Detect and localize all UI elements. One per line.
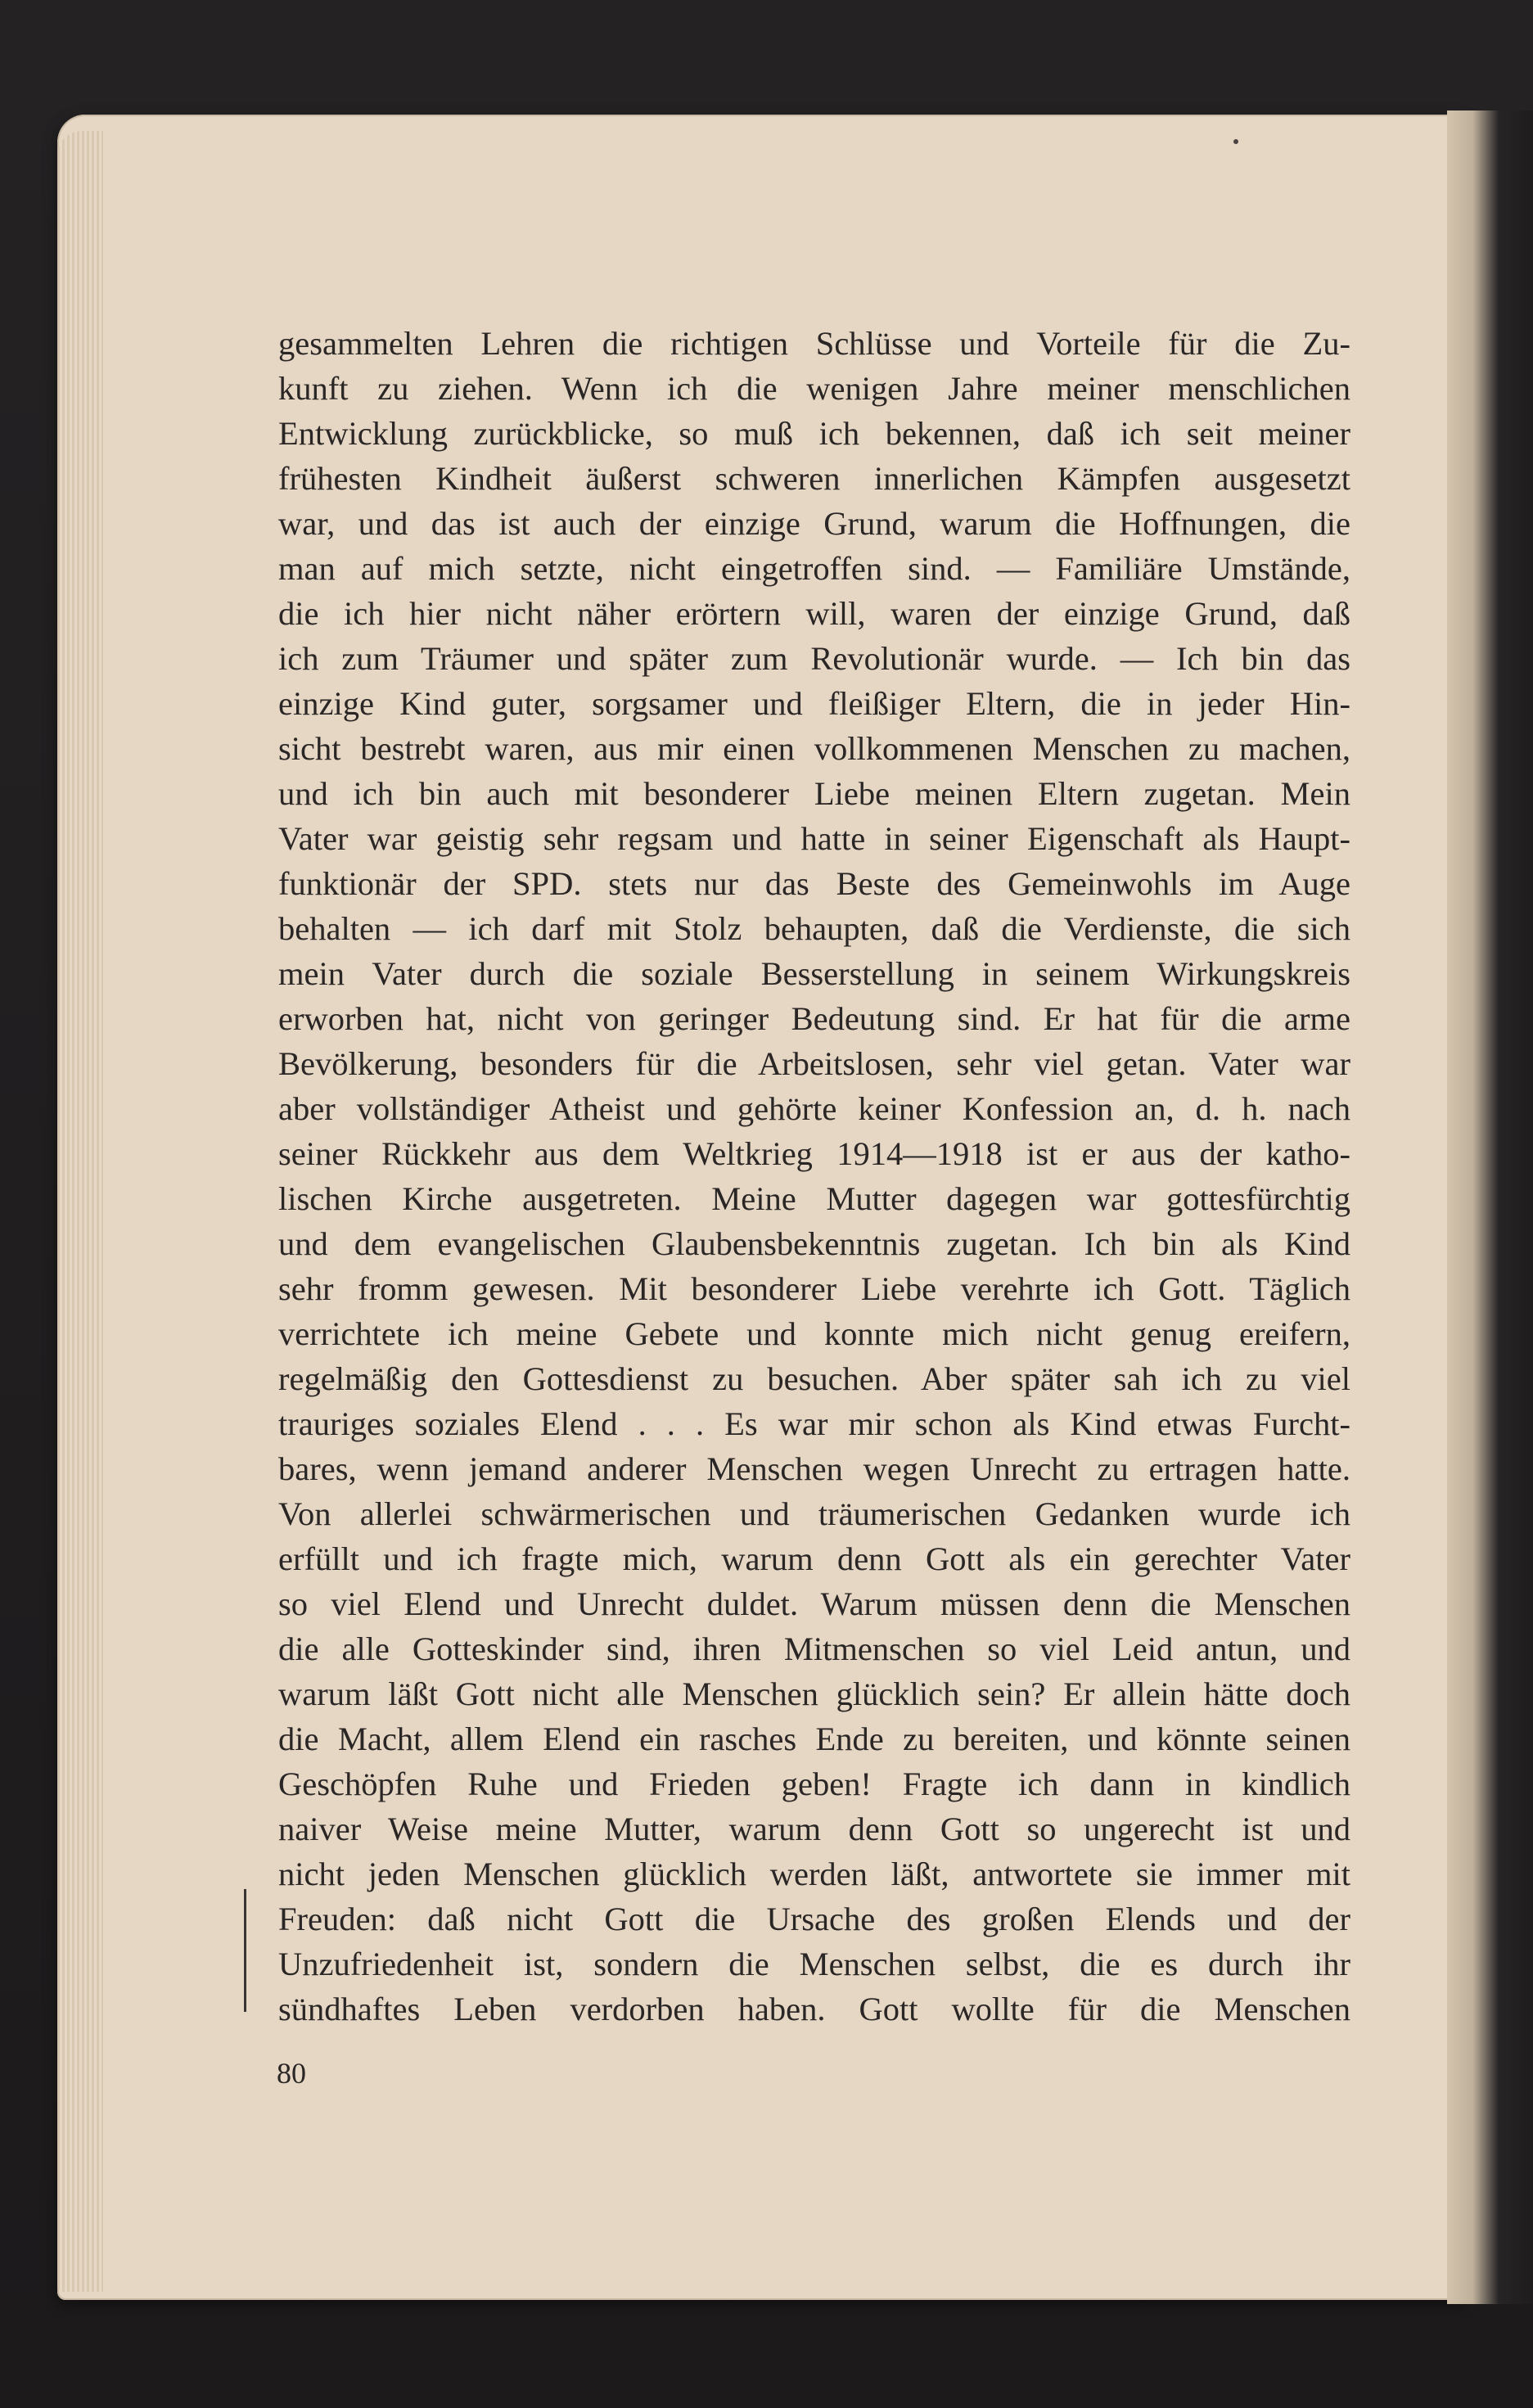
text-line: Unzufriedenheit ist, sondern die Menschen selbst, die es durch ihr bbox=[278, 1946, 1350, 1982]
text-line: so viel Elend und Unrecht duldet. Warum müssen denn die Menschen bbox=[278, 1585, 1350, 1622]
ink-speck bbox=[1233, 139, 1238, 144]
text-line: aber vollständiger Atheist und gehörte keiner Konfession an, d. h. nach bbox=[278, 1090, 1350, 1127]
text-line: sicht bestrebt waren, aus mir einen vollkommenen Menschen zu machen, bbox=[278, 730, 1350, 767]
text-line: erfüllt und ich fragte mich, warum denn Gott als ein gerechter Vater bbox=[278, 1540, 1350, 1577]
text-line: Entwicklung zurückblicke, so muß ich bekennen, daß ich seit meiner bbox=[278, 415, 1350, 452]
text-line: naiver Weise meine Mutter, warum denn Gott so ungerecht ist und bbox=[278, 1811, 1350, 1847]
text-line: frühesten Kindheit äußerst schweren innerlichen Kämpfen ausgesetzt bbox=[278, 460, 1350, 497]
text-line: die Macht, allem Elend ein rasches Ende zu bereiten, und könnte seinen bbox=[278, 1720, 1350, 1757]
text-line: ich zum Träumer und später zum Revolutionär wurde. — Ich bin das bbox=[278, 640, 1350, 677]
text-line: Von allerlei schwärmerischen und träumerischen Gedanken wurde ich bbox=[278, 1495, 1350, 1532]
text-line: erworben hat, nicht von geringer Bedeutung sind. Er hat für die arme bbox=[278, 1000, 1350, 1037]
text-line: und ich bin auch mit besonderer Liebe meinen Eltern zugetan. Mein bbox=[278, 775, 1350, 812]
text-line: seiner Rückkehr aus dem Weltkrieg 1914—1918 ist er aus der katho- bbox=[278, 1135, 1350, 1172]
margin-mark bbox=[244, 1889, 246, 2012]
text-line: trauriges soziales Elend . . . Es war mir schon als Kind etwas Furcht- bbox=[278, 1405, 1350, 1442]
text-line: warum läßt Gott nicht alle Menschen glücklich sein? Er allein hätte doch bbox=[278, 1675, 1350, 1712]
text-line: nicht jeden Menschen glücklich werden läßt, antwortete sie immer mit bbox=[278, 1856, 1350, 1892]
text-line: regelmäßig den Gottesdienst zu besuchen. Aber später sah ich zu viel bbox=[278, 1360, 1350, 1397]
text-line: die alle Gotteskinder sind, ihren Mitmenschen so viel Leid antun, und bbox=[278, 1630, 1350, 1667]
text-line: verrichtete ich meine Gebete und konnte mich nicht genug ereifern, bbox=[278, 1315, 1350, 1352]
text-line: Geschöpfen Ruhe und Frieden geben! Fragte ich dann in kindlich bbox=[278, 1765, 1350, 1802]
body-text bbox=[278, 321, 1350, 2031]
text-line: sehr fromm gewesen. Mit besonderer Liebe verehrte ich Gott. Täglich bbox=[278, 1270, 1350, 1307]
text-line: gesammelten Lehren die richtigen Schlüsse und Vorteile für die Zu- bbox=[278, 325, 1350, 362]
text-line: bares, wenn jemand anderer Menschen wegen Unrecht zu ertragen hatte. bbox=[278, 1450, 1350, 1487]
text-line: Vater war geistig sehr regsam und hatte in seiner Eigenschaft als Haupt- bbox=[278, 820, 1350, 857]
text-line: Bevölkerung, besonders für die Arbeitslosen, sehr viel getan. Vater war bbox=[278, 1045, 1350, 1082]
text-line: die ich hier nicht näher erörtern will, waren der einzige Grund, daß bbox=[278, 595, 1350, 632]
page-number: 80 bbox=[277, 2057, 306, 2090]
text-line: mein Vater durch die soziale Besserstellung in seinem Wirkungskreis bbox=[278, 955, 1350, 992]
text-line: lischen Kirche ausgetreten. Meine Mutter dagegen war gottesfürchtig bbox=[278, 1180, 1350, 1217]
text-line: sündhaftes Leben verdorben haben. Gott wollte für die Menschen bbox=[278, 1991, 1350, 2027]
text-line: Freuden: daß nicht Gott die Ursache des großen Elends und der bbox=[278, 1901, 1350, 1937]
text-line: man auf mich setzte, nicht eingetroffen sind. — Familiäre Umstände, bbox=[278, 550, 1350, 587]
text-line: war, und das ist auch der einzige Grund, warum die Hoffnungen, die bbox=[278, 505, 1350, 542]
text-line: einzige Kind guter, sorgsamer und fleißiger Eltern, die in jeder Hin- bbox=[278, 685, 1350, 722]
text-line: behalten — ich darf mit Stolz behaupten, daß die Verdienste, die sich bbox=[278, 910, 1350, 947]
book-spine-edge bbox=[1447, 110, 1533, 2304]
text-line: funktionär der SPD. stets nur das Beste des Gemeinwohls im Auge bbox=[278, 865, 1350, 902]
text-line: und dem evangelischen Glaubensbekenntnis zugetan. Ich bin als Kind bbox=[278, 1225, 1350, 1262]
text-line: kunft zu ziehen. Wenn ich die wenigen Jahre meiner menschlichen bbox=[278, 370, 1350, 407]
page-edge-left bbox=[57, 131, 103, 2292]
